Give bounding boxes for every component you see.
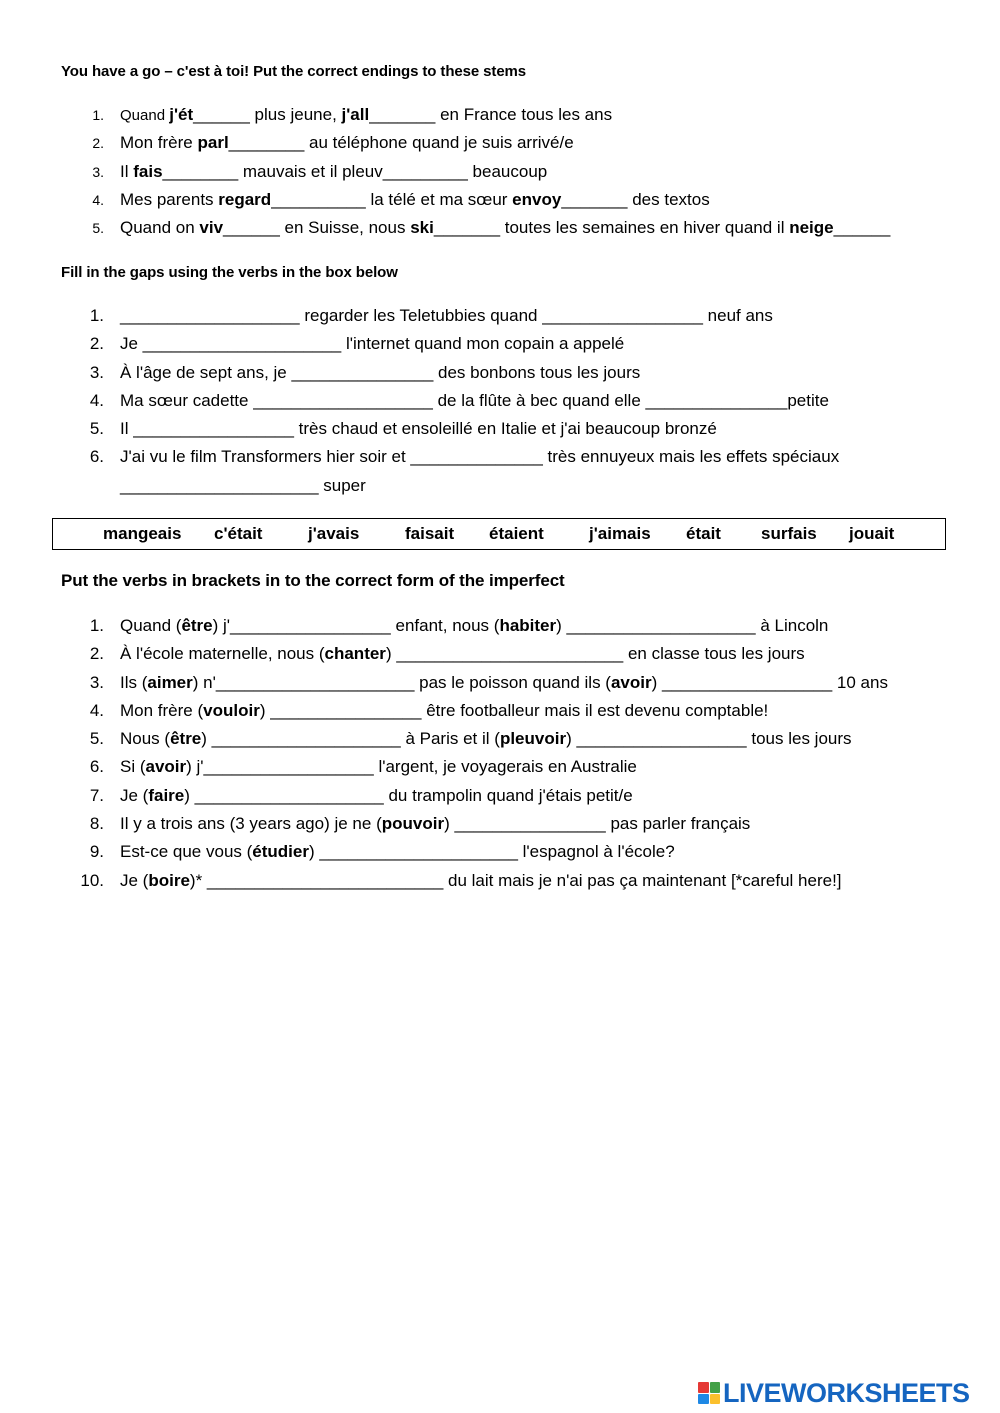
item-text: ) _____________________ l'espagnol à l'école? (308, 842, 675, 862)
verb-stem: chanter (324, 644, 386, 664)
item-text: Mon frère (120, 133, 198, 153)
item-text: ) __________________ 10 ans (651, 672, 888, 692)
verb-word-box (52, 518, 946, 550)
item-text: ) j'__________________ l'argent, je voyagerais en Australie (186, 757, 637, 777)
verb-stem: habiter (499, 616, 557, 635)
item-text: Je _____________________ l'internet quand mon copain a appelé (120, 334, 625, 354)
section-1-heading: You have a go – c'est à toi! Put the correct endings to these stems (61, 63, 527, 80)
verb-stem: ski (410, 218, 434, 238)
item-text: Ma sœur cadette ___________________ de la flûte à bec quand elle _______________petite (120, 390, 829, 410)
exercise-item (89, 669, 888, 697)
item-number: 2. (92, 135, 104, 152)
word-box-verb: j'avais (308, 524, 360, 543)
verb-stem: avoir (145, 757, 187, 777)
exercise-item (92, 129, 890, 157)
item-text: ___________________ regarder les Teletubbies quand _________________ neuf ans (120, 306, 773, 325)
exercise-item (89, 810, 888, 838)
verb-stem: être (181, 616, 213, 635)
item-text: Il (120, 161, 134, 181)
exercise-item (120, 472, 839, 500)
exercise-item (89, 387, 839, 415)
word-box-verb: jouait (849, 524, 895, 543)
verb-stem: avoir (610, 672, 652, 692)
item-number: 6. (89, 447, 104, 467)
verb-stem: neige (789, 218, 834, 238)
item-text: Quand on (120, 218, 200, 238)
item-text: Je ( (120, 785, 149, 805)
item-number: 1. (89, 306, 104, 325)
section-1-list (92, 101, 891, 242)
verb-stem: vouloir (203, 700, 260, 720)
exercise-item (89, 753, 888, 781)
item-text: À l'âge de sept ans, je _______________ des bonbons tous les jours (120, 362, 641, 382)
verb-stem: parl (197, 133, 229, 153)
liveworksheets-logo (698, 1378, 970, 1408)
item-number: 3. (89, 362, 104, 382)
word-box-verb: j'aimais (589, 524, 651, 543)
section-2-heading: Fill in the gaps using the verbs in the box below (61, 264, 398, 281)
item-text: ) ________________________ en classe tous les jours (385, 644, 805, 664)
item-number: 1. (92, 107, 104, 123)
item-number: 5. (89, 729, 104, 749)
item-text: Nous ( (120, 729, 171, 749)
item-number: 1. (89, 616, 104, 635)
exercise-item (92, 101, 890, 129)
verb-stem: boire (148, 870, 190, 890)
item-text: ______ plus jeune, (193, 105, 342, 124)
item-number: 5. (92, 220, 104, 237)
verb-stem: j'ét (169, 105, 194, 124)
liveworksheets-logo-icon (698, 1382, 720, 1404)
item-text: Ils ( (120, 672, 148, 692)
exercise-item (92, 214, 891, 242)
word-box-verb: faisait (405, 524, 455, 543)
item-text: Il y a trois ans (3 years ago) je ne ( (120, 814, 382, 834)
verb-stem: envoy (512, 189, 562, 209)
item-number: 7. (89, 785, 104, 805)
section-2-list (89, 302, 840, 500)
item-text: ) ________________ pas parler français (444, 814, 751, 834)
verb-stem: regard (218, 189, 272, 209)
exercise-item (89, 782, 888, 810)
verb-stem: faire (148, 785, 185, 805)
word-box-verb: mangeais (103, 524, 182, 543)
verb-stem: pouvoir (381, 814, 445, 834)
item-text: ) __________________ tous les jours (566, 729, 852, 749)
logo-square (710, 1394, 721, 1405)
logo-text: LIVEWORKSHEETS (723, 1377, 970, 1408)
word-box-verb: était (686, 524, 721, 543)
item-number: 9. (89, 842, 104, 862)
verb-stem: viv (199, 218, 224, 238)
item-text: ) n'_____________________ pas le poisson quand ils ( (192, 672, 611, 692)
verb-stem: étudier (252, 842, 309, 862)
item-number: 3. (89, 672, 104, 692)
item-text: _______ en France tous les ans (369, 105, 613, 124)
item-text: _____________________ super (120, 475, 366, 495)
item-text: Si ( (120, 757, 146, 777)
item-text: ______ (833, 218, 891, 238)
word-box-verb: surfais (761, 524, 817, 543)
item-text: J'ai vu le film Transformers hier soir et ______________ très ennuyeux mais les effets spéciaux (120, 447, 840, 467)
exercise-item (89, 612, 888, 640)
item-text: __________ la télé et ma sœur (271, 189, 513, 209)
item-text: Mes parents (120, 189, 219, 209)
exercise-item (80, 867, 888, 895)
item-number: 10. (80, 870, 104, 890)
item-number: 2. (89, 334, 104, 354)
item-number: 8. (89, 814, 104, 834)
item-text: ________ mauvais et il pleuv_________ beaucoup (162, 161, 548, 181)
verb-stem: j'all (341, 105, 370, 124)
item-text: Il _________________ très chaud et ensoleillé en Italie et j'ai beaucoup bronzé (120, 419, 717, 439)
section-3-heading: Put the verbs in brackets in to the correct form of the imperfect (61, 571, 565, 590)
item-text: ) ____________________ à Lincoln (556, 616, 829, 635)
exercise-item (89, 415, 839, 443)
exercise-item (89, 697, 888, 725)
verb-stem: aimer (147, 672, 193, 692)
item-text: Est-ce que vous ( (120, 842, 253, 862)
item-number: 4. (89, 390, 104, 410)
item-number: 6. (89, 757, 104, 777)
item-text: Mon frère ( (120, 700, 204, 720)
logo-square (698, 1382, 709, 1393)
logo-square (698, 1394, 709, 1405)
exercise-item (89, 640, 888, 668)
section-3-list (80, 612, 888, 895)
item-number: 3. (92, 163, 104, 180)
word-box-verb: c'était (214, 524, 263, 543)
item-text: Quand ( (120, 616, 182, 635)
item-text: Quand (120, 107, 170, 124)
verb-stem: fais (133, 161, 163, 181)
exercise-item (92, 186, 890, 214)
item-number: 2. (89, 644, 104, 664)
exercise-item (89, 443, 840, 471)
item-number: 5. (89, 419, 104, 439)
exercise-item (89, 838, 888, 866)
item-text: ) ____________________ à Paris et il ( (201, 729, 500, 749)
item-text: À l'école maternelle, nous ( (120, 644, 325, 664)
item-text: ______ en Suisse, nous (223, 218, 411, 238)
item-text: ) ____________________ du trampolin quand j'étais petit/e (184, 785, 633, 805)
item-text: _______ toutes les semaines en hiver quand il (433, 218, 790, 238)
item-text: Je ( (120, 870, 149, 890)
verb-stem: pleuvoir (499, 729, 567, 749)
item-text: ) j'_________________ enfant, nous ( (212, 616, 500, 635)
logo-square (710, 1382, 721, 1393)
exercise-item (89, 330, 839, 358)
exercise-item (89, 359, 839, 387)
item-text: _______ des textos (561, 189, 710, 209)
exercise-item (89, 725, 888, 753)
word-box-verb: étaient (489, 524, 544, 543)
item-text: )* _________________________ du lait mais je n'ai pas ça maintenant [*careful here!] (189, 870, 842, 890)
item-text: ________ au téléphone quand je suis arrivé/e (228, 133, 574, 153)
item-number: 4. (89, 700, 104, 720)
verb-stem: être (170, 729, 202, 749)
item-number: 4. (92, 191, 104, 208)
exercise-item (89, 302, 839, 330)
item-text: ) ________________ être footballeur mais il est devenu comptable! (259, 700, 769, 720)
exercise-item (92, 158, 890, 186)
